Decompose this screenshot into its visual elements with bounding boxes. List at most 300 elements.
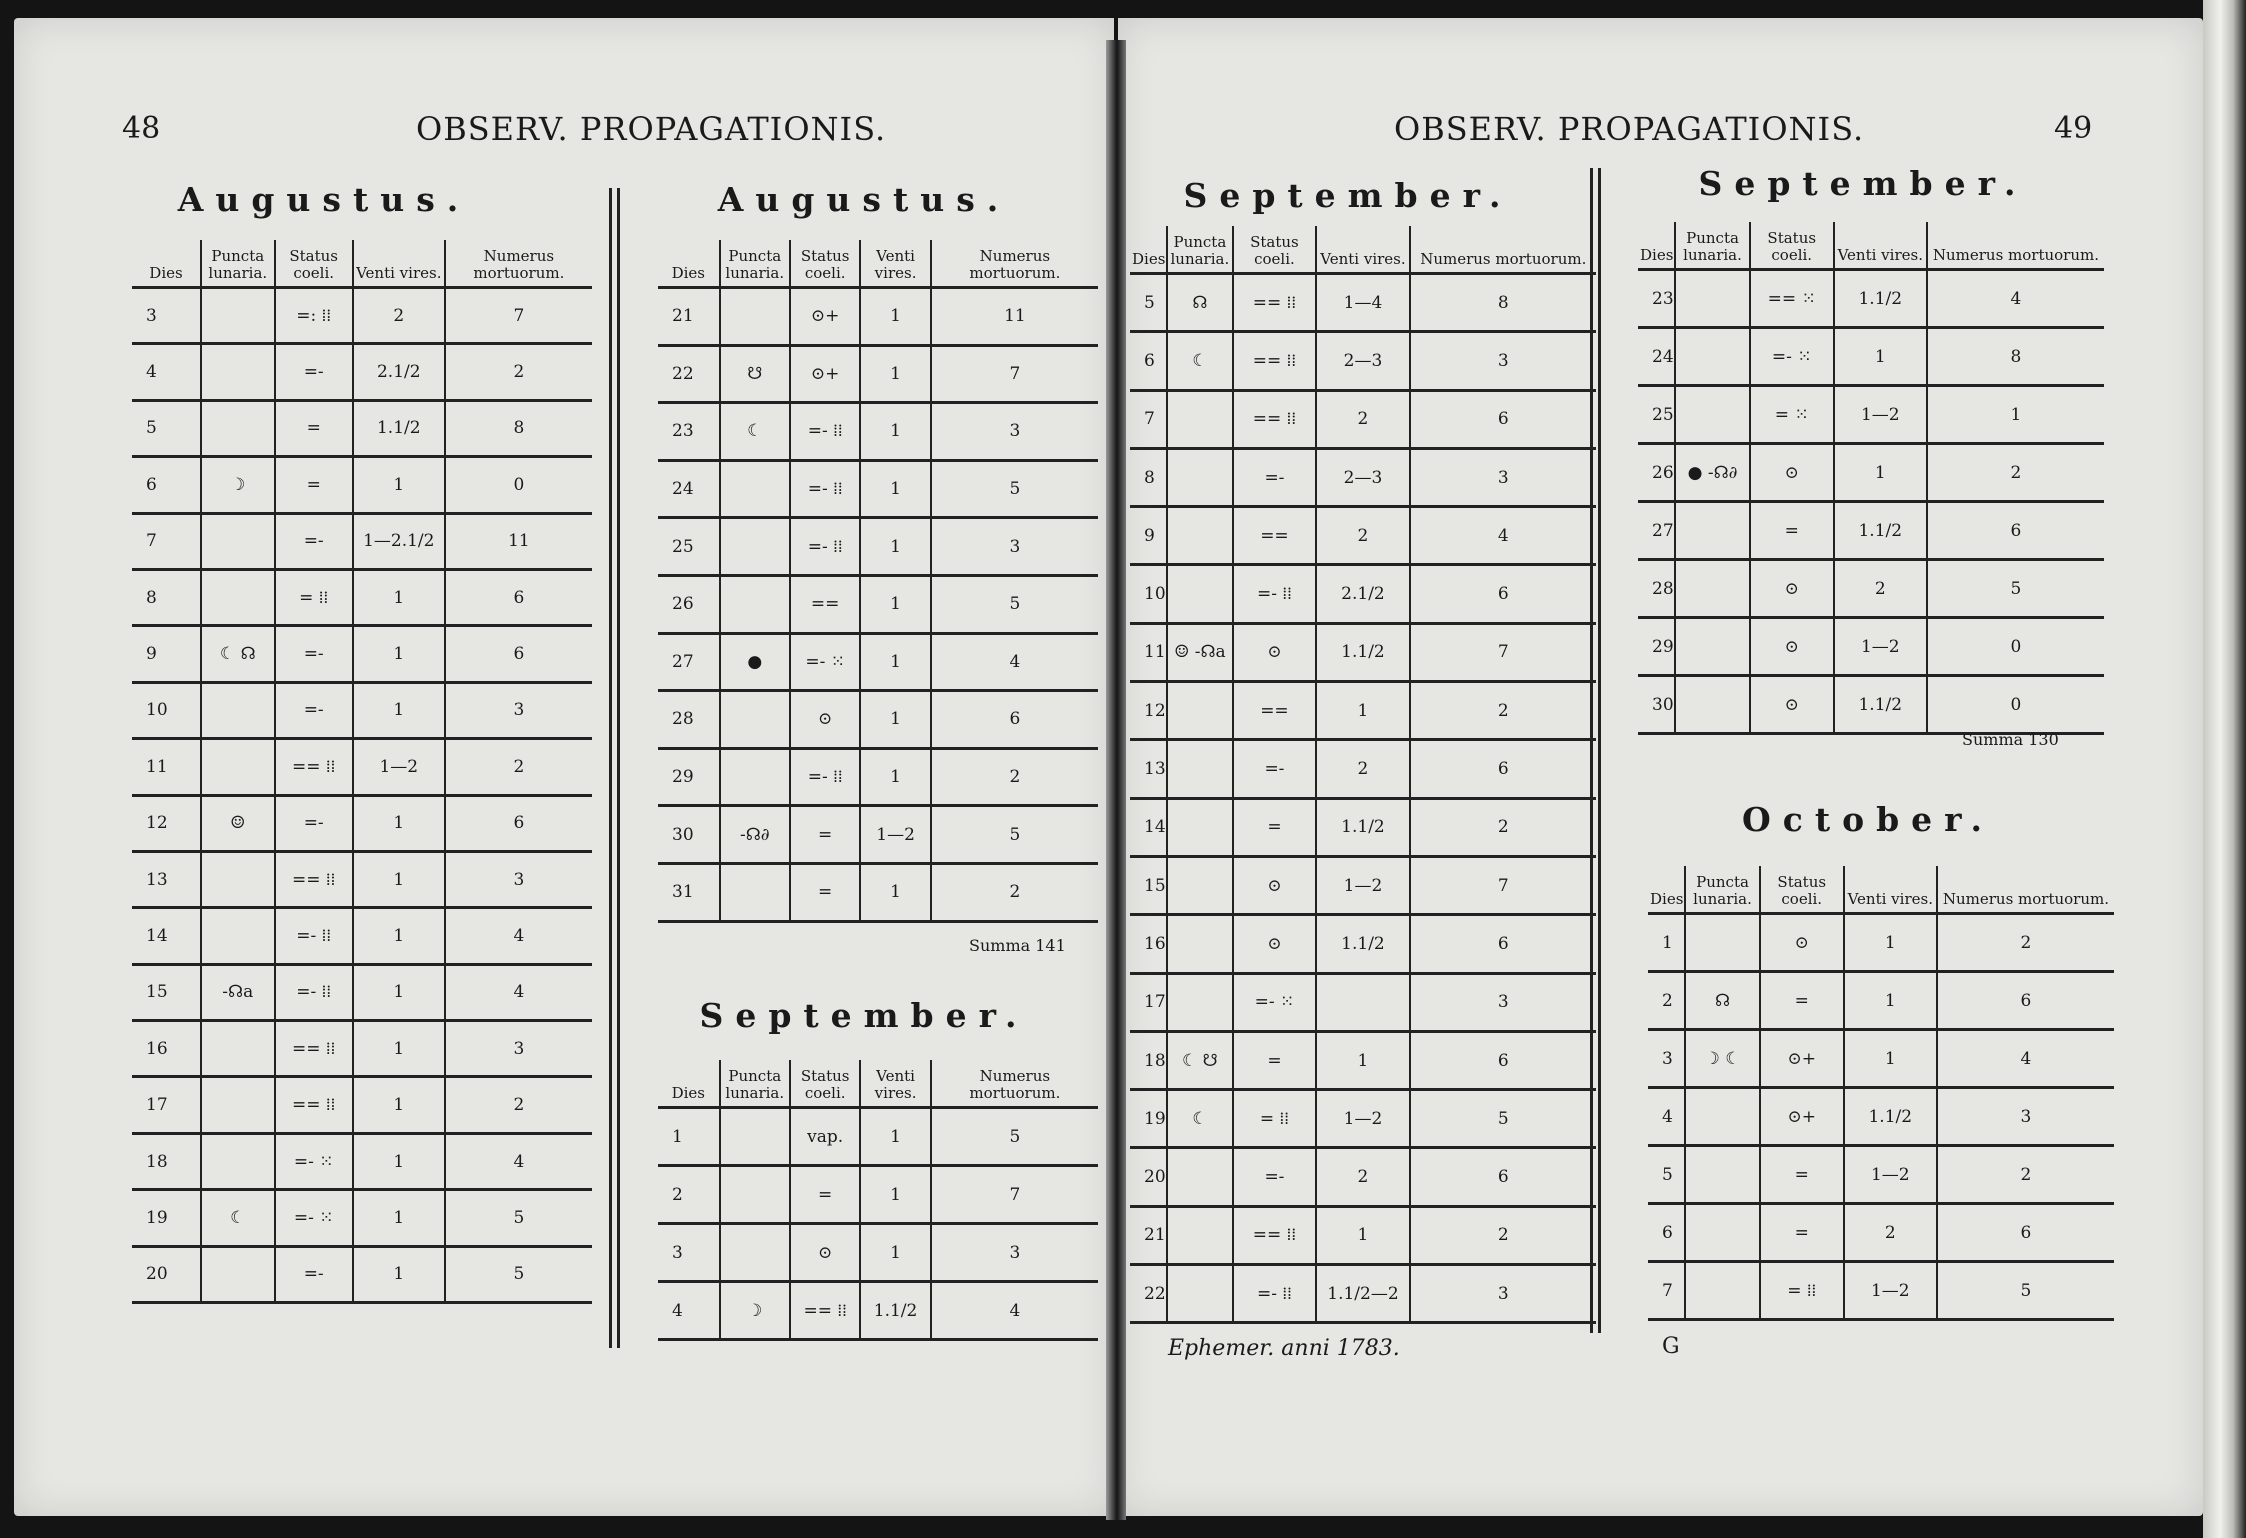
day-cell: 2 <box>658 1166 720 1224</box>
lunar-point-cell <box>1167 448 1232 506</box>
table-row <box>658 1282 1098 1340</box>
column-header: Status coeli. <box>1760 866 1844 914</box>
lunar-point-cell <box>720 1166 790 1224</box>
death-count-cell: 8 <box>445 400 592 456</box>
death-count-cell: 7 <box>931 1166 1098 1224</box>
sky-status-cell: = <box>1760 1146 1844 1204</box>
table-row <box>132 795 592 851</box>
sky-status-cell: ⊙ <box>1750 676 1834 734</box>
day-cell: 6 <box>132 457 201 513</box>
death-count-cell: 2 <box>1927 444 2104 502</box>
death-count-cell: 2 <box>445 1077 592 1133</box>
lunar-point-cell: ☋ <box>720 345 790 403</box>
lunar-point-cell <box>1675 560 1750 618</box>
table-september-1 <box>658 1060 1098 1341</box>
sky-status-cell: =- ⁙ <box>275 1190 353 1246</box>
month-title: October. <box>1741 800 1994 839</box>
death-count-cell: 6 <box>445 626 592 682</box>
lunar-point-cell: ● -☊∂ <box>1675 444 1750 502</box>
sky-status-cell: =- ⁞⁞ <box>275 908 353 964</box>
sky-status-cell: vap. <box>790 1108 860 1166</box>
table-row <box>1130 448 1596 506</box>
sky-status-cell: == <box>1233 507 1317 565</box>
day-cell: 3 <box>132 288 201 344</box>
wind-strength-cell: 1 <box>353 457 445 513</box>
sky-status-cell: ⊙ <box>1760 914 1844 972</box>
sky-status-cell: == ⁞⁞ <box>275 1021 353 1077</box>
column-header: Puncta lunaria. <box>720 240 790 288</box>
sky-status-cell: =- ⁙ <box>1750 328 1834 386</box>
column-header: Puncta lunaria. <box>1685 866 1760 914</box>
wind-strength-cell: 2.1/2 <box>1316 565 1409 623</box>
wind-strength-cell: 2—3 <box>1316 448 1409 506</box>
table-row <box>658 1224 1098 1282</box>
wind-strength-cell: 1—4 <box>1316 274 1409 332</box>
death-count-cell: 3 <box>445 682 592 738</box>
table-row <box>658 691 1098 749</box>
day-cell: 17 <box>132 1077 201 1133</box>
table-row <box>1648 972 2114 1030</box>
day-cell: 24 <box>658 460 720 518</box>
death-count-cell: 3 <box>931 518 1098 576</box>
column-header: Venti vires. <box>860 240 930 288</box>
lunar-point-cell <box>1675 328 1750 386</box>
column-header: Dies <box>1130 226 1167 274</box>
lunar-point-cell <box>201 569 275 625</box>
table-row <box>1130 507 1596 565</box>
table-row <box>132 739 592 795</box>
death-count-cell: 2 <box>931 863 1098 921</box>
death-count-cell: 11 <box>445 513 592 569</box>
day-cell: 25 <box>658 518 720 576</box>
day-cell: 13 <box>132 851 201 907</box>
summa: Summa 141 <box>969 936 1066 955</box>
table-row <box>1638 444 2104 502</box>
table-row <box>132 1246 592 1302</box>
death-count-cell: 0 <box>1927 618 2104 676</box>
day-cell: 4 <box>658 1282 720 1340</box>
death-count-cell: 3 <box>1410 448 1596 506</box>
death-count-cell: 6 <box>1927 502 2104 560</box>
sky-status-cell: ⊙ <box>1233 623 1317 681</box>
sky-status-cell: == ⁞⁞ <box>275 1077 353 1133</box>
day-cell: 16 <box>1130 915 1167 973</box>
table-row <box>132 626 592 682</box>
running-head: OBSERV. PROPAGATIONIS. <box>1394 110 1865 148</box>
lunar-point-cell: ☾ <box>201 1190 275 1246</box>
lunar-point-cell: ☾ ☋ <box>1167 1031 1232 1089</box>
column-divider <box>1590 168 1593 1333</box>
sky-status-cell: ⊙ <box>790 691 860 749</box>
death-count-cell: 7 <box>1410 856 1596 914</box>
death-count-cell: 4 <box>1927 270 2104 328</box>
death-count-cell: 2 <box>1937 914 2114 972</box>
table-october <box>1648 866 2114 1321</box>
wind-strength-cell: 1 <box>860 1224 930 1282</box>
table-row <box>658 633 1098 691</box>
lunar-point-cell <box>1685 1088 1760 1146</box>
wind-strength-cell: 2 <box>1844 1204 1937 1262</box>
column-header: Numerus mortuorum. <box>1937 866 2114 914</box>
header-row <box>658 1060 1098 1108</box>
day-cell: 6 <box>1130 332 1167 390</box>
day-cell: 11 <box>1130 623 1167 681</box>
sky-status-cell: =: ⁞⁞ <box>275 288 353 344</box>
wind-strength-cell: 1 <box>353 1190 445 1246</box>
lunar-point-cell <box>720 460 790 518</box>
lunar-point-cell <box>720 288 790 346</box>
column-header: Numerus mortuorum. <box>445 240 592 288</box>
table-row <box>1130 682 1596 740</box>
wind-strength-cell: 1 <box>353 795 445 851</box>
wind-strength-cell: 1.1/2 <box>1834 502 1927 560</box>
wind-strength-cell: 1—2.1/2 <box>353 513 445 569</box>
death-count-cell: 4 <box>1410 507 1596 565</box>
wind-strength-cell: 1 <box>860 691 930 749</box>
day-cell: 21 <box>1130 1206 1167 1264</box>
table-row <box>658 575 1098 633</box>
death-count-cell: 6 <box>445 795 592 851</box>
sky-status-cell: = <box>1760 972 1844 1030</box>
wind-strength-cell: 1 <box>860 575 930 633</box>
lunar-point-cell <box>201 739 275 795</box>
day-cell: 29 <box>658 748 720 806</box>
lunar-point-cell <box>201 344 275 400</box>
table-row <box>132 457 592 513</box>
table-row <box>658 288 1098 346</box>
wind-strength-cell: 1.1/2 <box>353 400 445 456</box>
table-row <box>132 400 592 456</box>
column-header: Puncta lunaria. <box>1167 226 1232 274</box>
lunar-point-cell <box>1167 507 1232 565</box>
wind-strength-cell: 1 <box>860 1108 930 1166</box>
column-header: Venti vires. <box>860 1060 930 1108</box>
table-row <box>1638 676 2104 734</box>
lunar-point-cell <box>201 513 275 569</box>
day-cell: 26 <box>658 575 720 633</box>
month-title: September. <box>1698 164 2028 203</box>
wind-strength-cell: 2 <box>1316 1148 1409 1206</box>
death-count-cell: 5 <box>931 460 1098 518</box>
day-cell: 22 <box>658 345 720 403</box>
sky-status-cell: = ⁞⁞ <box>1233 1090 1317 1148</box>
wind-strength-cell: 1 <box>860 403 930 461</box>
day-cell: 27 <box>1638 502 1675 560</box>
wind-strength-cell: 2.1/2 <box>353 344 445 400</box>
wind-strength-cell: 1 <box>353 1021 445 1077</box>
day-cell: 7 <box>1648 1262 1685 1320</box>
sky-status-cell: == ⁞⁞ <box>275 851 353 907</box>
day-cell: 23 <box>1638 270 1675 328</box>
book-gutter <box>1106 40 1126 1520</box>
wind-strength-cell: 1 <box>1316 1206 1409 1264</box>
wind-strength-cell: 1—2 <box>1834 618 1927 676</box>
lunar-point-cell: ☾ ☊ <box>201 626 275 682</box>
day-cell: 8 <box>132 569 201 625</box>
wind-strength-cell: 2 <box>1316 390 1409 448</box>
month-title: September. <box>1183 176 1513 215</box>
death-count-cell: 3 <box>931 403 1098 461</box>
lunar-point-cell: ☺ -☊a <box>1167 623 1232 681</box>
sky-status-cell: = ⁞⁞ <box>275 569 353 625</box>
column-header: Dies <box>1648 866 1685 914</box>
day-cell: 26 <box>1638 444 1675 502</box>
table-row <box>658 1108 1098 1166</box>
lunar-point-cell: ☺ <box>201 795 275 851</box>
lunar-point-cell: ☾ <box>1167 332 1232 390</box>
sky-status-cell: =- <box>275 344 353 400</box>
table-row <box>1130 1031 1596 1089</box>
death-count-cell: 3 <box>445 851 592 907</box>
day-cell: 11 <box>132 739 201 795</box>
month-title: September. <box>699 996 1029 1035</box>
wind-strength-cell: 1 <box>860 863 930 921</box>
wind-strength-cell: 1.1/2 <box>1834 270 1927 328</box>
death-count-cell: 3 <box>1410 973 1596 1031</box>
month-title: Augustus. <box>177 180 471 219</box>
death-count-cell: 3 <box>1410 332 1596 390</box>
lunar-point-cell <box>201 851 275 907</box>
wind-strength-cell: 1 <box>860 1166 930 1224</box>
lunar-point-cell <box>201 682 275 738</box>
right-page <box>1118 18 2203 1516</box>
day-cell: 16 <box>132 1021 201 1077</box>
column-header: Numerus mortuorum. <box>1927 222 2104 270</box>
day-cell: 4 <box>1648 1088 1685 1146</box>
death-count-cell: 6 <box>1410 915 1596 973</box>
wind-strength-cell: 1 <box>860 345 930 403</box>
sky-status-cell: =- <box>275 513 353 569</box>
column-divider <box>609 188 612 1348</box>
sky-status-cell: == ⁞⁞ <box>1233 274 1317 332</box>
sky-status-cell: = <box>275 457 353 513</box>
death-count-cell: 4 <box>445 1133 592 1189</box>
wind-strength-cell: 1 <box>860 748 930 806</box>
lunar-point-cell <box>1685 1204 1760 1262</box>
day-cell: 3 <box>1648 1030 1685 1088</box>
sky-status-cell: =- ⁞⁞ <box>790 460 860 518</box>
sky-status-cell: ⊙ <box>1750 560 1834 618</box>
table-row <box>1130 1265 1596 1323</box>
sky-status-cell: =- ⁙ <box>790 633 860 691</box>
death-count-cell: 6 <box>1410 565 1596 623</box>
lunar-point-cell <box>720 518 790 576</box>
table-row <box>1648 1262 2114 1320</box>
day-cell: 20 <box>132 1246 201 1302</box>
death-count-cell: 5 <box>931 1108 1098 1166</box>
wind-strength-cell: 2 <box>353 288 445 344</box>
table-row <box>132 344 592 400</box>
death-count-cell: 6 <box>1937 1204 2114 1262</box>
sky-status-cell: == ⁞⁞ <box>275 739 353 795</box>
sky-status-cell: ⊙ <box>1750 618 1834 676</box>
sky-status-cell: = <box>790 1166 860 1224</box>
sky-status-cell: =- <box>275 795 353 851</box>
lunar-point-cell <box>720 691 790 749</box>
table-row <box>1130 740 1596 798</box>
table-row <box>1130 973 1596 1031</box>
wind-strength-cell: 1 <box>860 460 930 518</box>
death-count-cell: 5 <box>445 1246 592 1302</box>
table-september-2 <box>1130 226 1596 1324</box>
wind-strength-cell: 2 <box>1316 740 1409 798</box>
lunar-point-cell <box>1685 1262 1760 1320</box>
table-row <box>658 518 1098 576</box>
wind-strength-cell: 1—2 <box>1316 1090 1409 1148</box>
day-cell: 17 <box>1130 973 1167 1031</box>
wind-strength-cell: 1 <box>353 908 445 964</box>
table-augustus-1 <box>132 240 592 1304</box>
wind-strength-cell: 1 <box>1834 444 1927 502</box>
wind-strength-cell: 1—2 <box>353 739 445 795</box>
lunar-point-cell <box>1675 618 1750 676</box>
table-row <box>1130 1206 1596 1264</box>
wind-strength-cell: 1 <box>353 1133 445 1189</box>
table-row <box>1130 332 1596 390</box>
wind-strength-cell: 1—2 <box>1316 856 1409 914</box>
lunar-point-cell <box>201 288 275 344</box>
day-cell: 29 <box>1638 618 1675 676</box>
death-count-cell: 6 <box>1410 1148 1596 1206</box>
sky-status-cell: =- ⁞⁞ <box>275 964 353 1020</box>
wind-strength-cell: 1—2 <box>1844 1146 1937 1204</box>
sky-status-cell: =- ⁙ <box>1233 973 1317 1031</box>
day-cell: 8 <box>1130 448 1167 506</box>
table-row <box>1648 1030 2114 1088</box>
lunar-point-cell <box>720 1108 790 1166</box>
column-header: Status coeli. <box>790 240 860 288</box>
death-count-cell: 4 <box>1937 1030 2114 1088</box>
page-number: 49 <box>2054 111 2093 146</box>
death-count-cell: 6 <box>445 569 592 625</box>
day-cell: 31 <box>658 863 720 921</box>
lunar-point-cell <box>1167 1206 1232 1264</box>
header-row <box>1638 222 2104 270</box>
table-row <box>1638 386 2104 444</box>
table-row <box>658 748 1098 806</box>
wind-strength-cell: 1 <box>860 518 930 576</box>
day-cell: 13 <box>1130 740 1167 798</box>
lunar-point-cell <box>201 1133 275 1189</box>
wind-strength-cell: 1 <box>1844 914 1937 972</box>
table-row <box>132 851 592 907</box>
sky-status-cell: == <box>1233 682 1317 740</box>
column-header: Puncta lunaria. <box>720 1060 790 1108</box>
signature-mark: G <box>1662 1334 1680 1359</box>
death-count-cell: 1 <box>1927 386 2104 444</box>
sky-status-cell: == ⁙ <box>1750 270 1834 328</box>
day-cell: 18 <box>1130 1031 1167 1089</box>
death-count-cell: 6 <box>1410 740 1596 798</box>
lunar-point-cell <box>1167 682 1232 740</box>
table-row <box>1130 1148 1596 1206</box>
table-row <box>1130 274 1596 332</box>
table-row <box>1130 1090 1596 1148</box>
column-header: Numerus mortuorum. <box>931 240 1098 288</box>
day-cell: 10 <box>132 682 201 738</box>
wind-strength-cell: 1 <box>353 626 445 682</box>
day-cell: 30 <box>1638 676 1675 734</box>
death-count-cell: 3 <box>1937 1088 2114 1146</box>
death-count-cell: 6 <box>1937 972 2114 1030</box>
wind-strength-cell: 1.1/2—2 <box>1316 1265 1409 1323</box>
wind-strength-cell: 1 <box>353 1246 445 1302</box>
day-cell: 9 <box>1130 507 1167 565</box>
table-row <box>132 513 592 569</box>
day-cell: 12 <box>132 795 201 851</box>
lunar-point-cell <box>1685 914 1760 972</box>
lunar-point-cell <box>1675 386 1750 444</box>
column-header: Status coeli. <box>790 1060 860 1108</box>
column-header: Status coeli. <box>1233 226 1317 274</box>
table-row <box>132 288 592 344</box>
day-cell: 22 <box>1130 1265 1167 1323</box>
death-count-cell: 8 <box>1927 328 2104 386</box>
death-count-cell: 3 <box>445 1021 592 1077</box>
column-header: Dies <box>132 240 201 288</box>
column-header: Venti vires. <box>353 240 445 288</box>
table-row <box>658 863 1098 921</box>
wind-strength-cell: 2—3 <box>1316 332 1409 390</box>
lunar-point-cell <box>1167 798 1232 856</box>
header-row <box>1648 866 2114 914</box>
sky-status-cell: =- ⁞⁞ <box>790 403 860 461</box>
summa: Summa 130 <box>1962 730 2059 749</box>
death-count-cell: 2 <box>1937 1146 2114 1204</box>
column-header: Venti vires. <box>1316 226 1409 274</box>
death-count-cell: 6 <box>1410 1031 1596 1089</box>
lunar-point-cell: ☊ <box>1167 274 1232 332</box>
day-cell: 14 <box>132 908 201 964</box>
day-cell: 24 <box>1638 328 1675 386</box>
table-row <box>132 1190 592 1246</box>
day-cell: 5 <box>1130 274 1167 332</box>
sky-status-cell: =- <box>275 682 353 738</box>
wind-strength-cell: 2 <box>1316 507 1409 565</box>
wind-strength-cell: 1 <box>860 633 930 691</box>
table-row <box>1638 328 2104 386</box>
column-header: Dies <box>1638 222 1675 270</box>
sky-status-cell: = ⁙ <box>1750 386 1834 444</box>
death-count-cell: 5 <box>1937 1262 2114 1320</box>
column-header: Numerus mortuorum. <box>931 1060 1098 1108</box>
sky-status-cell: ⊙+ <box>790 345 860 403</box>
wind-strength-cell: 1 <box>353 1077 445 1133</box>
sky-status-cell: = <box>1233 798 1317 856</box>
sky-status-cell: == ⁞⁞ <box>790 1282 860 1340</box>
day-cell: 28 <box>1638 560 1675 618</box>
lunar-point-cell <box>720 1224 790 1282</box>
wind-strength-cell: 1 <box>353 569 445 625</box>
death-count-cell: 2 <box>931 748 1098 806</box>
sky-status-cell: = <box>790 863 860 921</box>
death-count-cell: 11 <box>931 288 1098 346</box>
wind-strength-cell: 1 <box>353 851 445 907</box>
sky-status-cell: =- ⁞⁞ <box>1233 1265 1317 1323</box>
left-page <box>14 18 1114 1516</box>
day-cell: 12 <box>1130 682 1167 740</box>
sky-status-cell: =- <box>275 626 353 682</box>
table-row <box>1130 856 1596 914</box>
wind-strength-cell: 1 <box>1844 972 1937 1030</box>
table-row <box>1638 502 2104 560</box>
lunar-point-cell <box>1167 856 1232 914</box>
day-cell: 3 <box>658 1224 720 1282</box>
sky-status-cell: == <box>790 575 860 633</box>
lunar-point-cell <box>201 1077 275 1133</box>
wind-strength-cell: 1 <box>353 964 445 1020</box>
sky-status-cell: =- <box>1233 448 1317 506</box>
